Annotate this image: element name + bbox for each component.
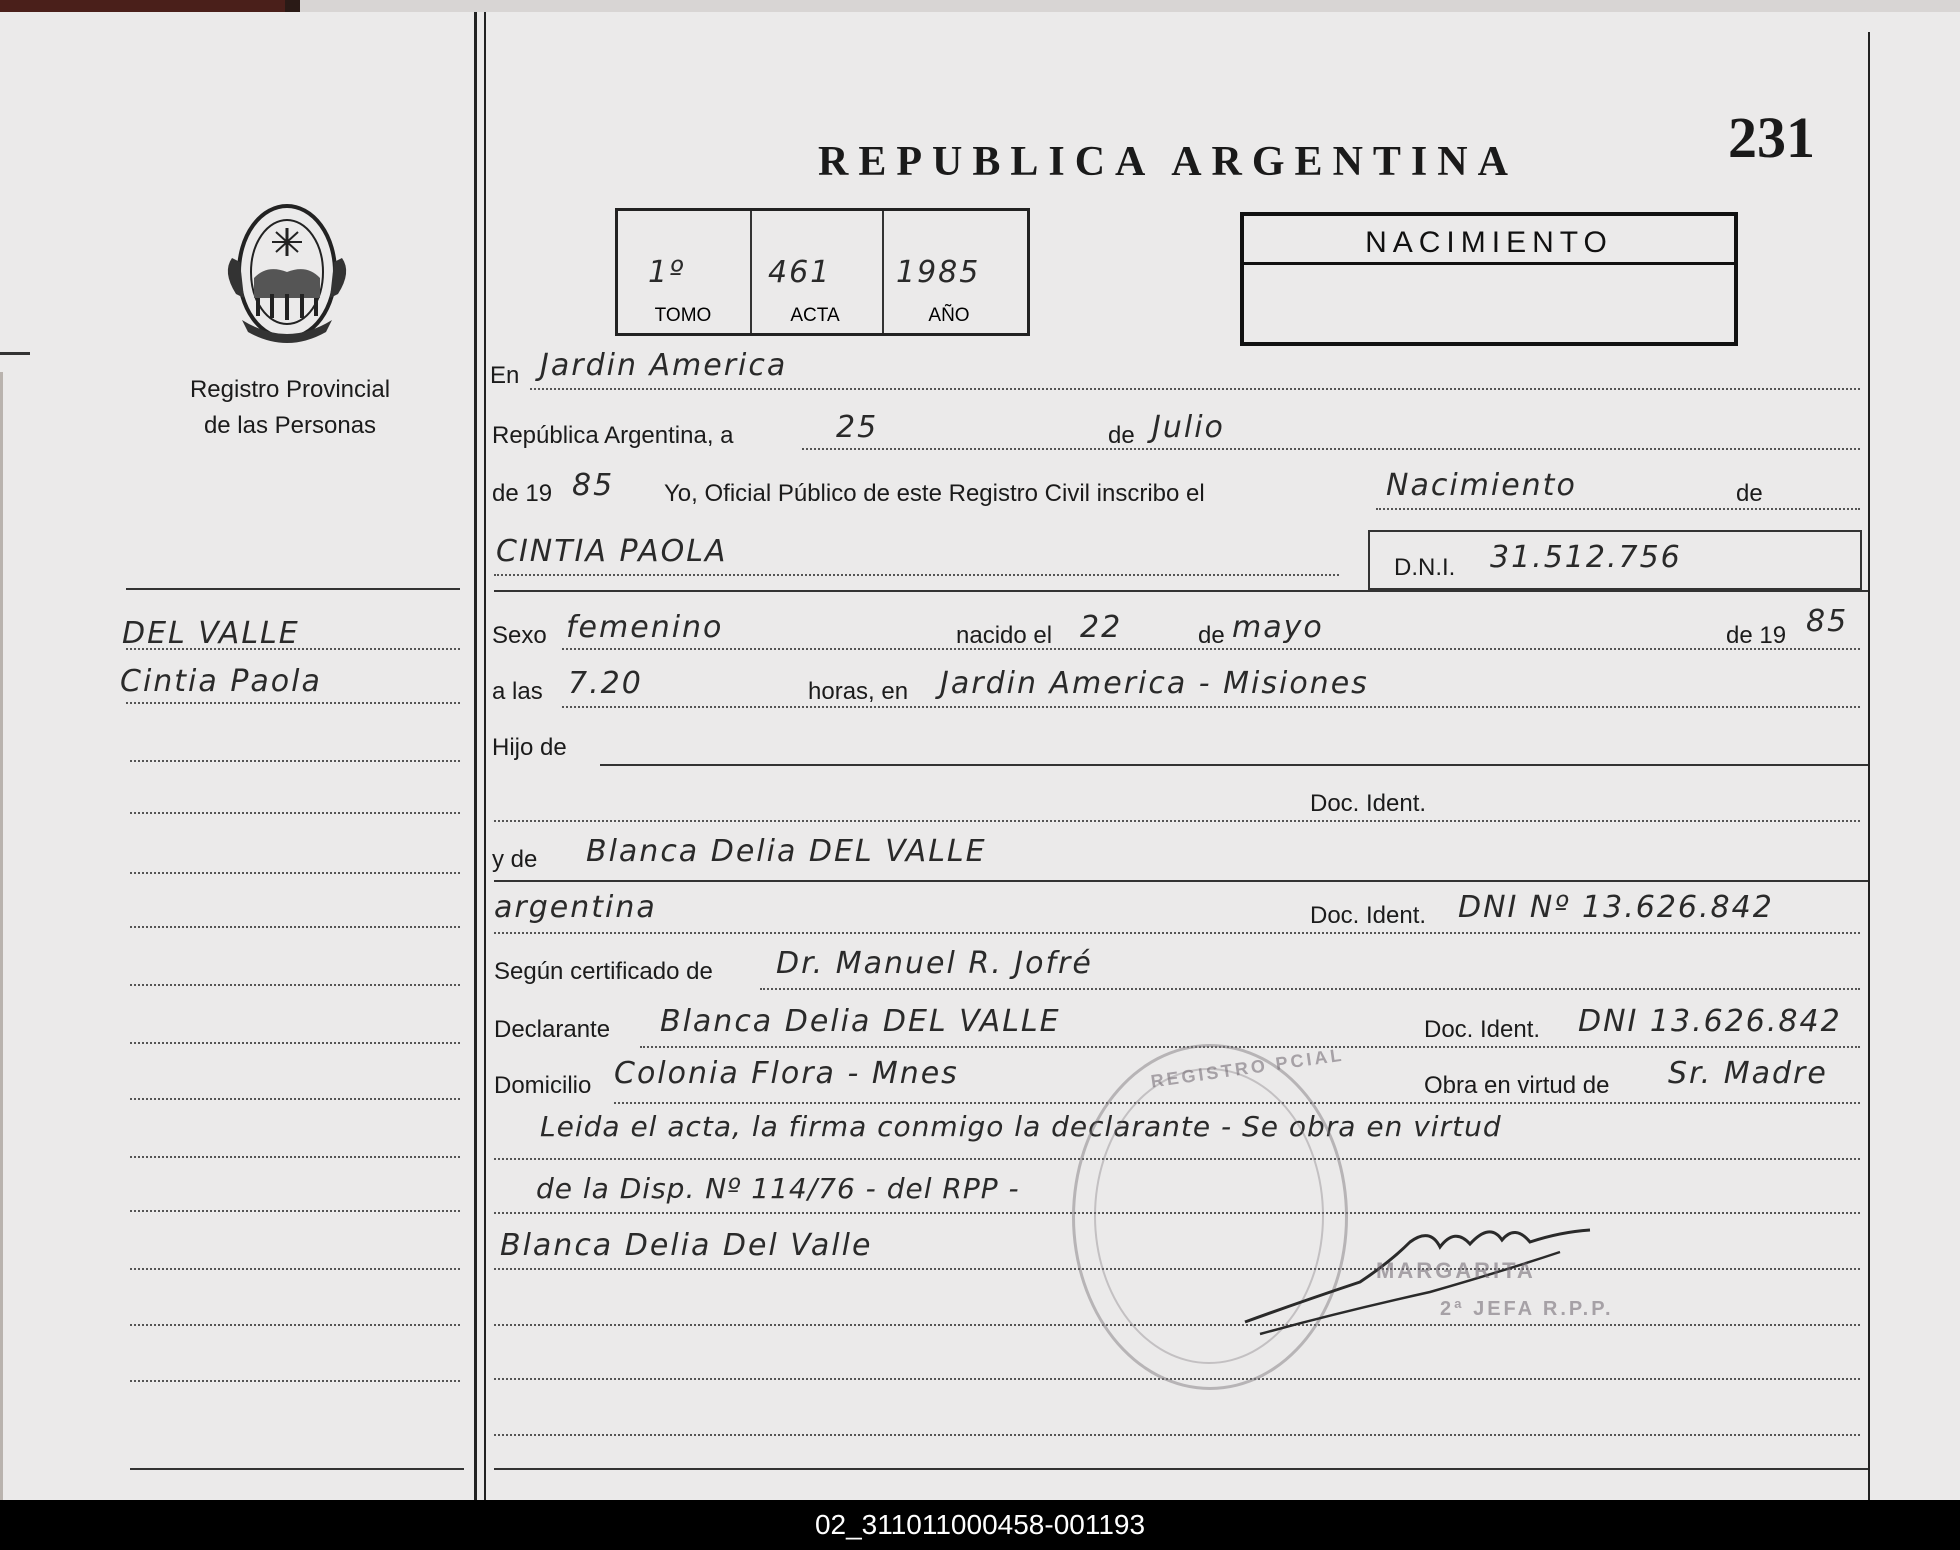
mother-nationality: argentina [494,890,657,925]
document-title: REPUBLICA ARGENTINA [818,139,1518,185]
record-type-label: NACIMIENTO [1365,226,1613,259]
margin-dotted-line [130,926,460,928]
declarante-value: Blanca Delia DEL VALLE [660,1004,1061,1039]
birth-day-value: 22 [1080,610,1123,645]
birth-certificate-page [0,12,1960,1500]
dni-label: D.N.I. [1394,554,1456,581]
signatory-name: MARGARITA [1376,1258,1536,1283]
declarante-label: Declarante [494,1016,611,1043]
horas-label: horas, en [808,678,909,705]
record-type-box [1240,212,1738,346]
registry-name [140,372,440,444]
hijo-de-line [600,764,1868,766]
en-dotted-line [530,388,1860,390]
declarante-doc-value: DNI 13.626.842 [1578,1004,1842,1039]
a-las-label: a las [492,678,543,705]
domicilio-label: Domicilio [494,1072,592,1099]
acta-value: 461 [768,255,832,290]
margin-rule-top [126,588,460,590]
nacido-label: nacido el [956,622,1053,649]
record-number-box [615,208,1030,336]
record-type-divider [1244,262,1734,265]
margin-dotted-line [130,872,460,874]
de19-label-2: de 19 [1726,622,1787,649]
tomo-value: 1º [648,255,686,290]
yo-oficial-label: Yo, Oficial Público de este Registro Civil inscribo el [664,480,1205,507]
misiones-seal-icon [222,198,352,346]
note-dotted-line [494,1434,1860,1436]
de-label: de [1108,422,1135,449]
declarante-doc-label: Doc. Ident. [1424,1016,1541,1043]
day-value: 25 [836,410,879,445]
margin-dotted-line [130,1210,460,1212]
hour-value: 7.20 [568,666,643,701]
dni-box [1368,530,1862,590]
a-las-dotted-line [562,706,1860,708]
year-value: 85 [572,468,615,503]
margin-dotted-line [130,1324,460,1326]
obra-label: Obra en virtud de [1424,1072,1610,1099]
name-value: CINTIA PAOLA [496,534,728,569]
registry-line-2: de las Personas [203,412,377,439]
margin-rule-bottom [130,1468,464,1470]
mother-signature: Blanca Delia Del Valle [500,1228,873,1263]
section-rule [494,590,1868,592]
segun-dotted-line [760,988,1860,990]
en-value: Jardin America [540,348,788,383]
stamp-text: REGISTRO PCIAL [1149,1044,1346,1092]
hijo-de-label: Hijo de [492,734,567,761]
de-label-2: de [1198,622,1225,649]
registry-line-1: Registro Provincial [189,376,391,403]
margin-dotted-line [130,760,460,762]
margin-given-names: Cintia Paola [120,664,322,699]
birth-month-value: mayo [1232,610,1324,645]
margin-surname: DEL VALLE [122,616,300,651]
margin-dotted-line [130,1098,460,1100]
binding-mark [0,352,30,355]
de19-label: de 19 [492,480,553,507]
nationality-dotted-line [494,932,1860,934]
anio-value: 1985 [896,255,981,290]
declarante-dotted-line [640,1046,1860,1048]
image-id-caption: 02_311011000458-001193 [0,1500,1960,1550]
segun-value: Dr. Manuel R. Jofré [776,946,1093,981]
y-de-label: y de [492,846,538,873]
signatory-title: 2ª JEFA R.P.P. [1440,1298,1614,1320]
birth-place-value: Jardin America - Misiones [940,666,1369,701]
republica-dotted-line [802,448,1860,450]
dni-value: 31.512.756 [1490,540,1682,575]
binding-thread [0,372,11,1500]
mother-line [494,880,1868,882]
inscribo-value: Nacimiento [1386,468,1577,503]
birth-year-value: 85 [1806,604,1849,639]
page-number: 231 [1728,105,1815,170]
republica-label: República Argentina, a [492,422,734,449]
margin-dotted-line [126,648,460,650]
note-line-2: de la Disp. Nº 114/76 - del RPP - [536,1172,1020,1205]
mother-value: Blanca Delia DEL VALLE [586,834,987,869]
column-divider-inner [484,12,486,1500]
acta-label: ACTA [790,305,840,326]
note-line-1: Leida el acta, la firma conmigo la declarante - Se obra en virtud [540,1110,1502,1143]
column-divider-outer [474,12,477,1500]
sexo-label: Sexo [492,622,547,649]
father-doc-label: Doc. Ident. [1310,790,1427,817]
domicilio-value: Colonia Flora - Mnes [614,1056,959,1091]
margin-dotted-line [130,984,460,986]
obra-value: Sr. Madre [1668,1056,1828,1091]
margin-dotted-line [130,1156,460,1158]
father-doc-dotted-line [494,820,1860,822]
tomo-label: TOMO [654,305,712,326]
sexo-value: femenino [566,610,724,645]
margin-dotted-line [130,1380,460,1382]
margin-dotted-line [130,1042,460,1044]
margin-dotted-line [130,812,460,814]
mother-doc-value: DNI Nº 13.626.842 [1458,890,1774,925]
de-end-label: de [1736,480,1763,507]
name-dotted-line [494,574,1339,576]
sexo-dotted-line [562,648,1860,650]
bottom-rule [494,1468,1868,1470]
segun-label: Según certificado de [494,958,713,985]
mother-doc-label: Doc. Ident. [1310,902,1427,929]
inscribo-dotted-line [1376,508,1860,510]
right-border [1868,32,1870,1500]
anio-label: AÑO [928,305,970,326]
en-label: En [490,362,520,389]
margin-dotted-line [130,1268,460,1270]
month-value: Julio [1152,410,1225,445]
margin-dotted-line [126,702,460,704]
